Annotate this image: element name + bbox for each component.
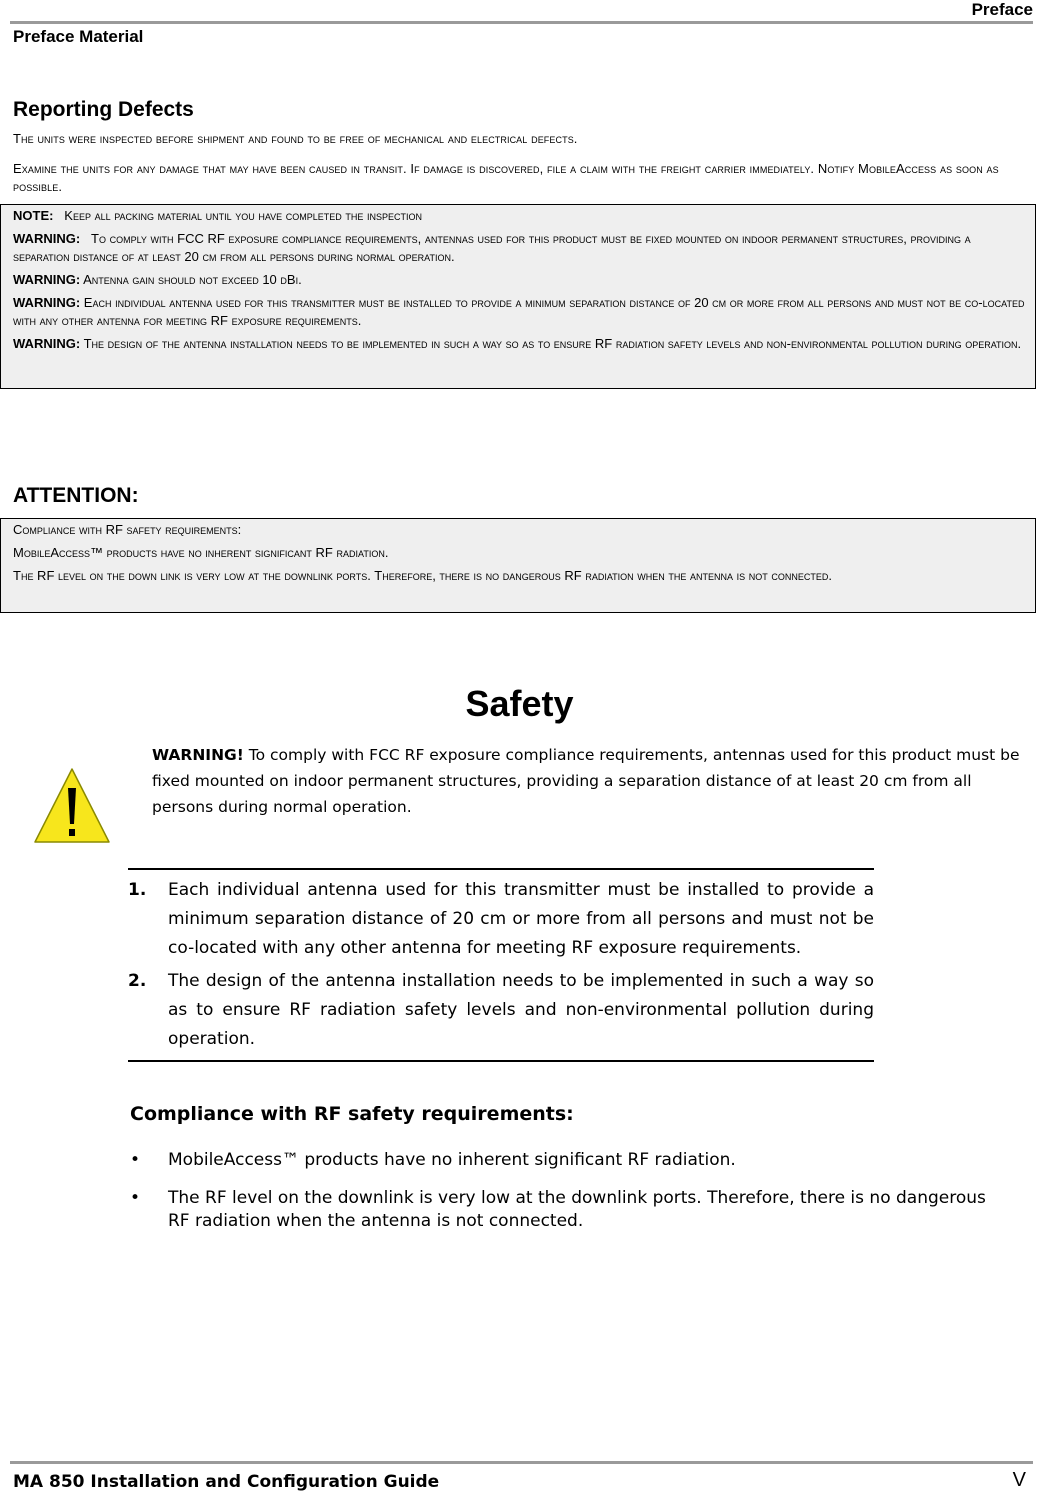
safety-warning-label: WARNING! bbox=[152, 746, 244, 764]
bullet-text: MobileAccess™ products have no inherent significant RF radiation. bbox=[168, 1150, 736, 1170]
bullet-item bbox=[130, 1149, 1000, 1172]
attention-box bbox=[0, 518, 1036, 613]
attention-line-2: MobileAccess™ products have no inherent significant RF radiation. bbox=[13, 545, 389, 560]
bullet-icon: • bbox=[130, 1150, 141, 1170]
safety-warning-text: To comply with FCC RF exposure compliance requirements, antennas used for this product must be fixed mounted on indoor permanent structures, providing a separation distance of at least 20 cm from all persons during normal operation. bbox=[152, 746, 1020, 816]
warning-line-4 bbox=[13, 335, 1029, 353]
warning-line-2 bbox=[13, 271, 1029, 289]
note-label: NOTE: bbox=[13, 208, 54, 223]
bullet-text: The RF level on the downlink is very low at the downlink ports. Therefore, there is no dangerous RF radiation when the antenna is not connected. bbox=[168, 1188, 986, 1231]
note-text: Keep all packing material until you have completed the inspection bbox=[64, 208, 423, 223]
list-item-number: 2. bbox=[128, 971, 147, 991]
safety-numbered-list bbox=[128, 868, 874, 1062]
list-item-text: The design of the antenna installation needs to be implemented in such a way so as to ensure RF radiation safety levels and non-environmental pollution during operation. bbox=[168, 971, 874, 1049]
list-item bbox=[128, 967, 874, 1054]
safety-warning-paragraph bbox=[152, 742, 1022, 820]
notice-box bbox=[0, 204, 1036, 389]
warning-line-3 bbox=[13, 294, 1029, 330]
warning-label-4: WARNING: bbox=[13, 336, 81, 351]
bullet-item bbox=[130, 1187, 1000, 1233]
running-header-section: Preface bbox=[971, 0, 1033, 19]
page-number: V bbox=[1012, 1469, 1026, 1491]
compliance-heading: Compliance with RF safety requirements: bbox=[130, 1103, 574, 1125]
warning-text-1: To comply with FCC RF exposure compliance requirements, antennas used for this product must be fixed mounted on indoor permanent structures, providing a separation distance of at least 20 cm from all persons during normal operation. bbox=[13, 231, 971, 264]
warning-line-1 bbox=[13, 230, 1029, 266]
warning-text-3: Each individual antenna used for this transmitter must be installed to provide a minimum separation distance of 20 cm or more from all persons and must not be co-located with any other antenna for meeting RF exposure requirements. bbox=[13, 295, 1025, 328]
attention-line-3: The RF level on the down link is very low at the downlink ports. Therefore, there is no dangerous RF radiation when the antenna is not connected. bbox=[13, 568, 832, 583]
attention-line-1: Compliance with RF safety requirements: bbox=[13, 522, 242, 537]
warning-text-4: The design of the antenna installation needs to be implemented in such a way so as to ensure RF radiation safety levels and non-environmental pollution during operation. bbox=[83, 336, 1022, 351]
warning-label-3: WARNING: bbox=[13, 295, 81, 310]
safety-title: Safety bbox=[465, 683, 574, 724]
note-line bbox=[13, 207, 1029, 225]
bullet-icon: • bbox=[130, 1188, 141, 1208]
reporting-line-1: The units were inspected before shipment and found to be free of mechanical and electrical defects. bbox=[13, 131, 578, 146]
list-item-text: Each individual antenna used for this transmitter must be installed to provide a minimum separation distance of 20 cm or more from all persons and must not be co-located with any other antenna for meeting RF exposure requirements. bbox=[168, 880, 874, 958]
list-item-number: 1. bbox=[128, 880, 147, 900]
running-header-chapter: Preface Material bbox=[13, 27, 144, 46]
warning-label-2: WARNING: bbox=[13, 272, 81, 287]
warning-text-2: Antenna gain should not exceed 10 dBi. bbox=[83, 272, 302, 287]
reporting-defects-heading: Reporting Defects bbox=[13, 98, 194, 121]
footer-rule bbox=[10, 1461, 1033, 1464]
warning-label-1: WARNING: bbox=[13, 231, 81, 246]
warning-triangle-icon bbox=[32, 766, 112, 846]
header-rule bbox=[10, 21, 1033, 24]
attention-heading: ATTENTION: bbox=[13, 484, 139, 507]
reporting-line-2: Examine the units for any damage that may have been caused in transit. If damage is discovered, file a claim with the freight carrier immediately. Notify MobileAccess as soon as possible. bbox=[13, 161, 999, 194]
footer-guide-title: MA 850 Installation and Configuration Guide bbox=[13, 1472, 440, 1492]
list-item bbox=[128, 876, 874, 963]
